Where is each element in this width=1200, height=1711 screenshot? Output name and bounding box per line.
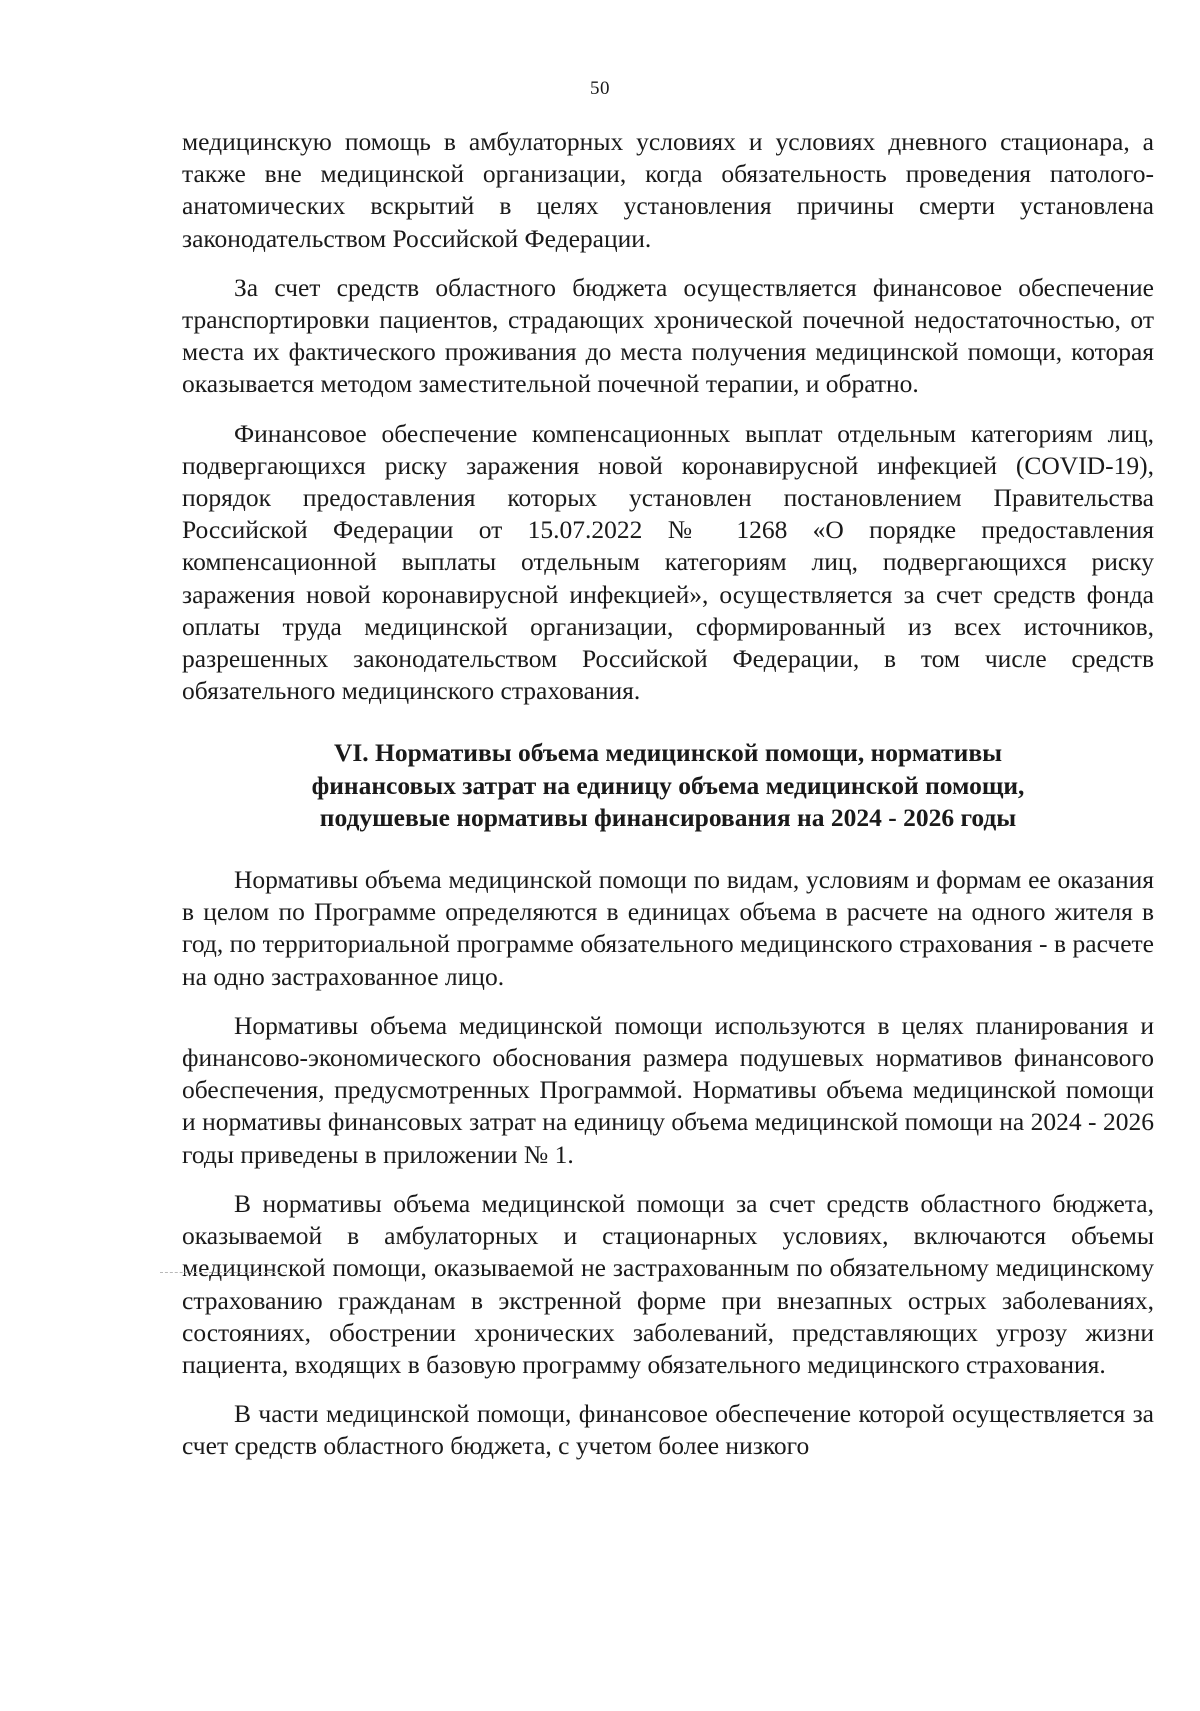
scan-artifact-line (160, 1272, 286, 1273)
section-heading-line-3: подушевые нормативы финансирования на 2024 - 2026 годы (319, 802, 1017, 832)
section-heading-line-2: финансовых затрат на единицу объема медицинской помощи, (311, 770, 1025, 800)
document-body (182, 126, 1154, 1480)
page-number: 50 (590, 78, 610, 99)
section-heading (182, 737, 1154, 834)
paragraph-volume-norms: Нормативы объема медицинской помощи по видам, условиям и формам ее оказания в целом по Программе определяются в единицах объема в расчете на одного жителя в год, по территориальной программе обязательного медицинского страхования - в расчете на одно застрахованное лицо. (182, 865, 1154, 991)
paragraph-norms-usage: Нормативы объема медицинской помощи используются в целях планирования и финансово-экономического обоснования размера подушевых нормативов финансового обеспечения, предусмотренных Программой. Нормативы объема медицинской помощи и нормативы финансовых затрат на единицу объема медицинской помощи на 2024 - 2026 годы приведены в приложении № 1. (182, 1010, 1154, 1169)
paragraph-covid-compensation: Финансовое обеспечение компенсационных выплат отдельным категориям лиц, подвергающихся риску заражения новой коронавирусной инфекцией (COVID-19), порядок предоставления которых установлен постановлением Правительства Российской Федерации от 15.07.2022 № 1268 «О порядке предоставления компенсационной выплаты отдельным категориям лиц, подвергающихся риску заражения новой коронавирусной инфекцией», осуществляется за счет средств фонда оплаты труда медицинской организации, сформированный из всех источников, разрешенных законодательством Российской Федерации, в том числе средств обязательного медицинского страхования. (182, 418, 1154, 706)
paragraph-regional-budget-part: В части медицинской помощи, финансовое обеспечение которой осуществляется за счет средств областного бюджета, с учетом более низкого (182, 1399, 1154, 1461)
section-heading-line-1: VI. Нормативы объема медицинской помощи, нормативы (333, 738, 1003, 768)
paragraph-continuation: медицинскую помощь в амбулаторных условиях и условиях дневного стационара, а также вне медицинской организации, когда обязательность проведения патолого-анатомических вскрытий в целях установления причины смерти установлена законодательством Российской Федерации. (182, 127, 1154, 253)
paragraph-transport-financing: За счет средств областного бюджета осуществляется финансовое обеспечение транспортировки пациентов, страдающих хронической почечной недостаточностью, от места их фактического проживания до места получения медицинской помощи, которая оказывается методом заместительной почечной терапии, и обратно. (182, 272, 1154, 399)
paragraph-regional-budget-norms: В нормативы объема медицинской помощи за счет средств областного бюджета, оказываемой в амбулаторных и стационарных условиях, включаются объемы медицинской помощи, оказываемой не застрахованным по обязательному медицинскому страхованию гражданам в экстренной форме при внезапных острых заболеваниях, состояниях, обострении хронических заболеваний, представляющих угрозу жизни пациента, входящих в базовую программу обязательного медицинского страхования. (182, 1188, 1154, 1379)
